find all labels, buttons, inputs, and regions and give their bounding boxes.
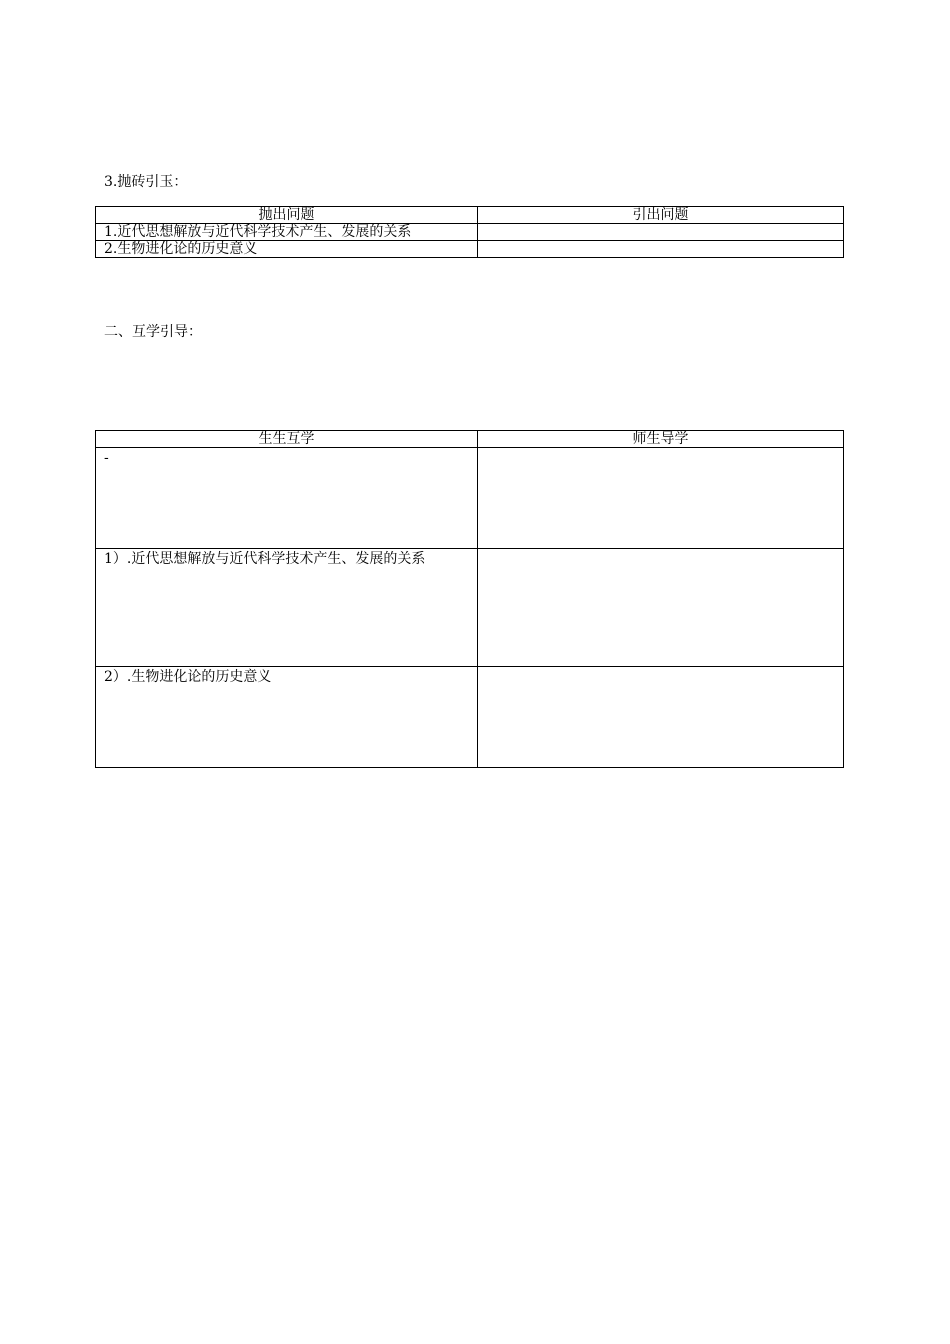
column-header-peer-learning: 生生互学 xyxy=(96,431,478,448)
table-cell[interactable] xyxy=(478,448,844,549)
column-header-teacher-guidance: 师生导学 xyxy=(478,431,844,448)
section-heading-throw-question: 3.抛砖引玉： xyxy=(104,174,188,190)
question-table xyxy=(95,206,844,258)
table-cell[interactable]: 2）.生物进化论的历史意义 xyxy=(96,667,478,768)
column-header-derived-question: 引出问题 xyxy=(478,207,844,224)
table-cell[interactable] xyxy=(478,667,844,768)
section-heading-mutual-learning: 二、互学引导： xyxy=(104,324,202,340)
table-cell[interactable]: - xyxy=(96,448,478,549)
mutual-learning-table xyxy=(95,430,844,768)
column-header-posed-question: 抛出问题 xyxy=(96,207,478,224)
table-cell[interactable]: 2.生物进化论的历史意义 xyxy=(96,241,478,258)
table-cell[interactable]: 1）.近代思想解放与近代科学技术产生、发展的关系 xyxy=(96,549,478,667)
table-cell[interactable]: 1.近代思想解放与近代科学技术产生、发展的关系 xyxy=(96,224,478,241)
table-cell[interactable] xyxy=(478,224,844,241)
table-cell[interactable] xyxy=(478,549,844,667)
table-cell[interactable] xyxy=(478,241,844,258)
